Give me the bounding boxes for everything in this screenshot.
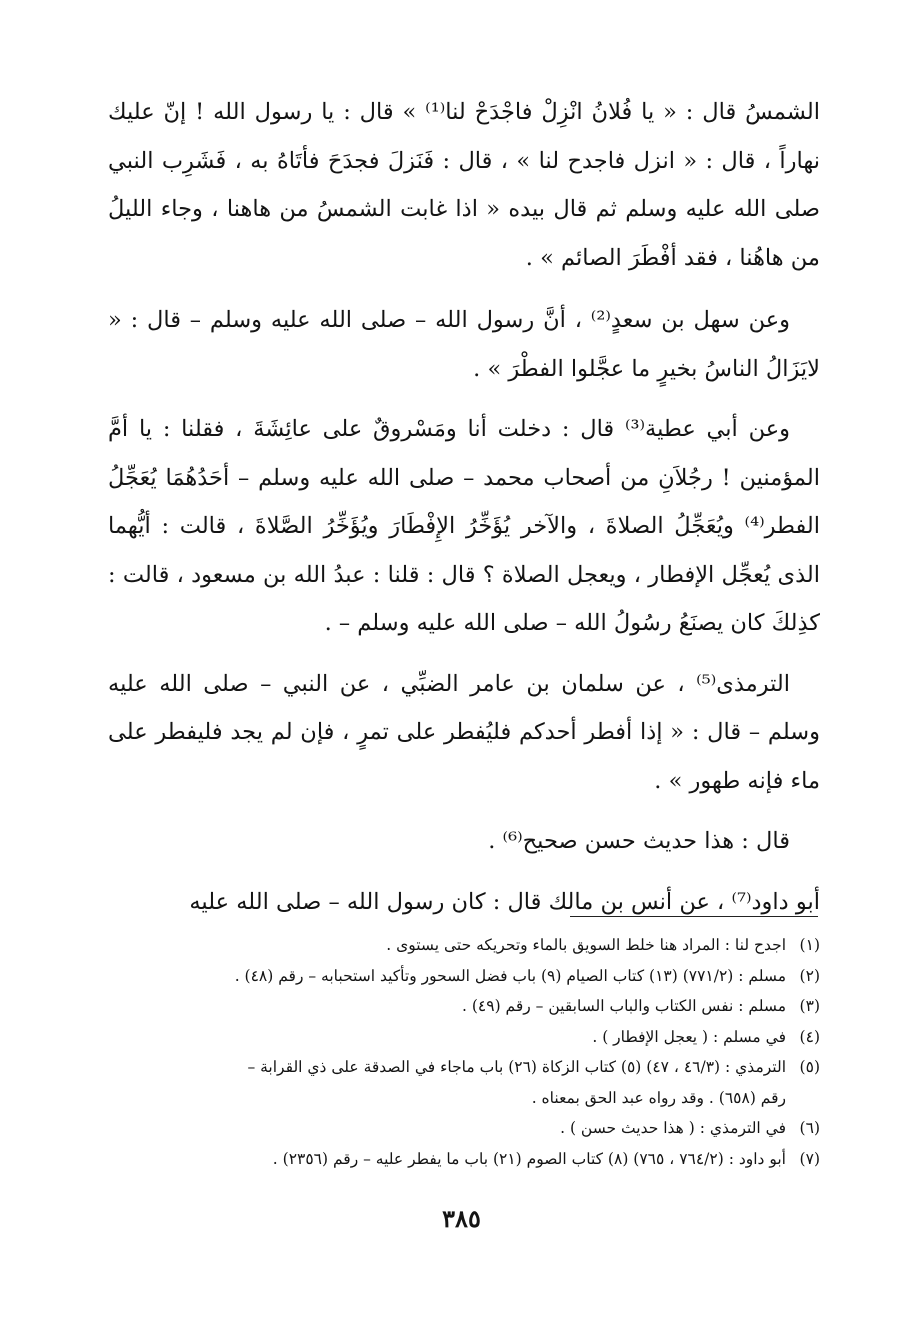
page-number: ٣٨٥: [442, 1204, 481, 1233]
footnote-5-continued: [108, 1083, 820, 1114]
footnote-number: [786, 1083, 820, 1114]
footnote-text: اجدح لنا : المراد هنا خلط السويق بالماء وتحريكه حتى يستوى .: [386, 936, 786, 954]
footnote-3: [108, 991, 820, 1022]
footnote-text: في مسلم : ( يعجل الإفطار ) .: [592, 1027, 786, 1046]
footnote-2: [108, 961, 820, 992]
footnotes: [108, 930, 820, 1174]
paragraph-3: وعن أبي عطية⁽³⁾ قال : دخلت أنا ومَسْروقٌ على عائِشَةَ ، فقلنا : يا أمَّ المؤمنين ! رجُلاَنِ من أصحاب محمد – صلى الله عليه وسلم – أحَدُهُمَا يُعَجِّلُ الفطر⁽⁴⁾ ويُعَجِّلُ الصلاةَ ، والآخر يُؤَخِّرُ الإِفْطَارَ ويُؤَخِّرُ الصَّلاةَ ، قالت : أيُّهما الذى يُعجِّل الإفطار ، ويعجل الصلاة ؟ قال : قلنا : عبدُ الله بن مسعود ، قالت : كذِلكَ كان يصنَعُ رسُولُ الله – صلى الله عليه وسلم – .: [108, 416, 820, 636]
main-text: [108, 88, 820, 938]
footnote-text: مسلم : نفس الكتاب والباب السابقين – رقم (٤٩) .: [462, 997, 786, 1015]
footnote-6: [108, 1113, 820, 1144]
footnote-divider: [570, 916, 818, 917]
footnote-text: رقم (٦٥٨) . وقد رواه عبد الحق بمعناه .: [531, 1088, 786, 1107]
footnote-number: (٢): [799, 966, 820, 985]
paragraph-1: الشمسُ قال : « يا فُلانُ انْزِلْ فاجْدَحْ لنا⁽¹⁾ » قال : يا رسول الله ! إنّ عليك نهاراً ، قال : « انزل فاجدح لنا » ، قال : فَنَزلَ فجدَحَ فأتَاهُ به ، فَشَرِب النبي صلى الله عليه وسلم ثم قال بيده « اذا غابت الشمسُ من هاهنا ، وجاء الليلُ من هاهُنا ، فقد أفْطَرَ الصائم » .: [108, 99, 820, 271]
footnote-4: [108, 1022, 820, 1053]
footnote-text: الترمذي : (٤٦/٣ ، ٤٧) (٥) كتاب الزكاة (٢٦) باب ماجاء في الصدقة على ذي القرابة –: [247, 1058, 786, 1076]
footnote-text: مسلم : (٧٧١/٢) (١٣) كتاب الصيام (٩) باب فضل السحور وتأكيد استحبابه – رقم (٤٨) .: [234, 966, 786, 985]
paragraph-4: الترمذى⁽⁵⁾ ، عن سلمان بن عامر الضبِّي ، عن النبي – صلى الله عليه وسلم – قال : « إذا أفطر أحدكم فليُفطر على تمرٍ ، فإن لم يجد فليفطر على ماء فإنه طهور » .: [108, 670, 820, 794]
footnote-number: (٧): [799, 1149, 820, 1168]
paragraph-6: أبو داود⁽⁷⁾ ، عن أنس بن مالك قال : كان رسول الله – صلى الله عليه: [189, 888, 820, 915]
footnote-text: في الترمذي : ( هذا حديث حسن ) .: [560, 1119, 786, 1137]
paragraph-2: وعن سهل بن سعدٍ⁽²⁾ ، أنَّ رسول الله – صلى الله عليه وسلم – قال : « لايَزَالُ الناسُ بخيرٍ ما عجَّلوا الفطْرَ » .: [108, 307, 820, 382]
footnote-text: أبو داود : (٧٦٤/٢ ، ٧٦٥) (٨) كتاب الصوم (٢١) باب ما يفطر عليه – رقم (٢٣٥٦) .: [272, 1149, 786, 1168]
footnote-number: (٤): [799, 1027, 820, 1046]
paragraph-5: قال : هذا حديث حسن صحيح⁽⁶⁾ .: [488, 828, 790, 854]
footnote-number: (٦): [799, 1119, 820, 1137]
footnote-1: [108, 930, 820, 961]
footnote-5: [108, 1052, 820, 1083]
footnote-number: (١): [799, 936, 820, 954]
footnote-number: (٣): [799, 997, 820, 1015]
footnote-number: (٥): [799, 1058, 820, 1076]
footnote-7: [108, 1144, 820, 1175]
